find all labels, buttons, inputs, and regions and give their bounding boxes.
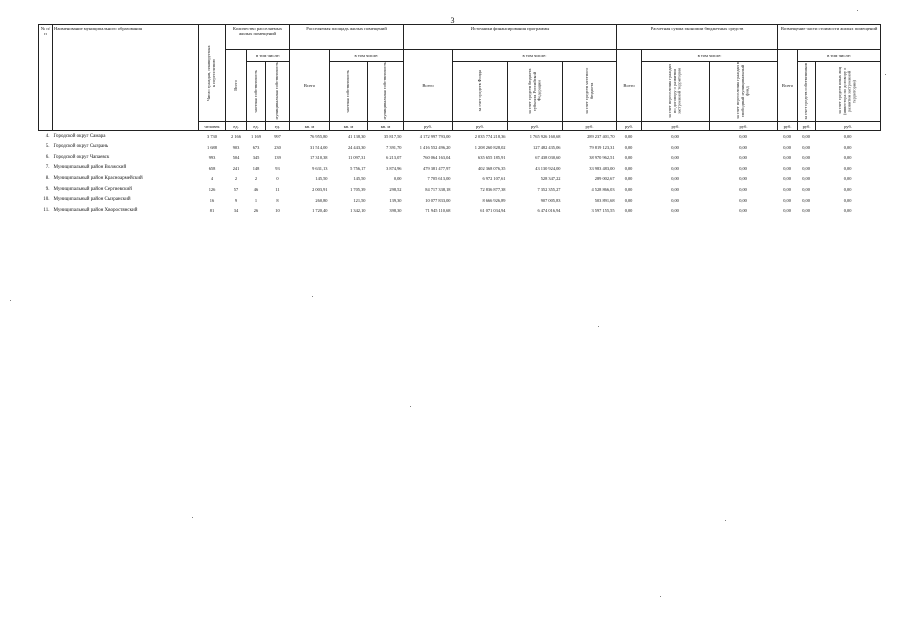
municipality-name: Муниципальный район Сергиевский [53,186,132,192]
value-cell: 31 514,00 [309,144,328,150]
value-cell: 528 347,22 [540,176,561,182]
value-cell: 33 983 483,00 [589,165,615,171]
area-private-header: частная собственность [330,62,368,122]
value-cell: 4 [210,176,214,182]
value-cell: 76 955,80 [290,131,330,142]
value-cell: 0,00 [739,144,747,150]
value-cell: 7 352 355,27 [537,187,561,193]
value-cell: 0,00 [624,144,633,150]
value-cell: 26 [253,208,259,214]
value-cell: 0,00 [802,208,810,214]
value-cell: 3 874,96 [386,165,402,171]
value-cell: 241 [232,165,240,171]
sources-incl-header: в том числе: [453,50,617,62]
row-number: 4. [39,131,53,142]
value-cell: 72 836 877,38 [480,187,506,193]
economy-free-fund-header: за счет переселения граждан в свободный муниципальный фонд [710,62,778,122]
scan-speck [660,596,661,597]
unit-cell: руб. [508,122,563,131]
value-cell: 8 666 926,89 [482,197,506,203]
value-cell: 0,00 [671,187,679,193]
value-cell: 0,00 [783,187,791,193]
refund-incl-header: в том числе: [798,50,881,62]
value-cell: 0,00 [617,131,642,142]
refund-group-header: Возмещение части стоимости жилых помещений [778,25,881,50]
table-row [39,152,881,163]
rooms-incl-header: в том числе: [247,50,290,62]
value-cell: 0,00 [802,155,810,161]
value-cell: 0,00 [739,197,747,203]
sources-subject-header: за счет средств бюджета субъекта Российской Федерации [508,62,563,122]
value-cell: 289 237 401,70 [563,131,617,142]
value-cell: 4 528 866,03 [591,187,615,193]
unit-cell: руб. [642,122,710,131]
table-row [39,142,881,153]
rooms-total-header: Всего [226,50,247,122]
value-cell: 6 213,07 [386,155,402,161]
value-cell: 4 172 997 793,00 [404,131,453,142]
value-cell: 41 138,30 [330,131,368,142]
value-cell: 0,00 [642,131,710,142]
economy-incl-header: в том числе: [642,50,778,62]
value-cell: 0,00 [624,176,633,182]
value-cell: 0,00 [802,197,810,203]
value-cell: 35 817,50 [368,131,404,142]
area-group-header: Расселяемая площадь жилых помещений [290,25,404,50]
scan-speck [885,74,886,75]
table-row [39,174,881,185]
scan-speck [10,300,11,301]
value-cell: 0,00 [739,155,747,161]
value-cell: 6 972 107,61 [482,176,506,182]
value-cell: 0,00 [802,165,810,171]
value-cell: 9 631,13 [312,165,328,171]
value-cell: 0,00 [671,197,679,203]
sources-local-header: за счет средств местного бюджета [563,62,617,122]
value-cell: 145,50 [353,176,366,182]
scan-speck [598,326,599,327]
value-cell: 0,00 [671,208,679,214]
economy-group-header: Расчетная сумма экономии бюджетных средств [617,25,778,50]
unit-cell: кв. м [290,122,330,131]
value-cell: 1 342,10 [350,208,366,214]
value-cell: 121,50 [353,197,366,203]
value-cell: 6 474 016,94 [537,208,561,214]
value-cell: 0,00 [624,208,633,214]
value-cell: 1 416 552 496,20 [419,144,451,150]
rooms-private-header: частная собственность [247,62,266,122]
value-cell: 0,00 [802,187,810,193]
value-cell: 0 [276,176,279,182]
municipality-name: Городской округ Чапаевск [53,154,110,160]
value-cell: 11 097,31 [348,155,366,161]
value-cell: 635 655 185,91 [478,155,506,161]
value-cell: 43 130 924,00 [535,165,561,171]
value-cell: 2 [234,176,238,182]
value-cell: 0,00 [710,131,778,142]
value-cell: 0,00 [739,165,747,171]
value-cell: 24 443,30 [347,144,366,150]
value-cell: 1 [254,197,258,203]
municipality-name: Муниципальный район Хворостянский [53,207,138,213]
value-cell: 1 169 [247,131,266,142]
value-cell: 1 705,39 [350,187,366,193]
value-cell: 84 717 338,18 [425,187,451,193]
area-municipal-header: муниципальная собственность [368,62,404,122]
value-cell: 1 688 [207,144,217,150]
value-cell: 0,00 [802,176,810,182]
value-cell: 93 [275,165,280,171]
value-cell: 0,00 [739,208,747,214]
value-cell: 145,50 [315,176,328,182]
value-cell: 0,00 [843,197,852,203]
value-cell: 907 005,83 [540,197,561,203]
area-total-header: Всего [290,50,330,122]
value-cell: 993 [208,155,216,161]
value-cell: 3 597 155,55 [591,208,615,214]
value-cell: 0,00 [739,187,747,193]
value-cell: 34 [233,208,239,214]
value-cell: 57 [233,187,239,193]
value-cell: 9 [234,197,238,203]
value-cell: 38 970 962,51 [589,155,615,161]
value-cell: 5 756,17 [350,165,366,171]
value-cell: 7 391,70 [386,144,402,150]
scan-speck [725,520,726,521]
row-number: 11. [43,207,50,213]
scan-speck [312,296,313,297]
sources-total-header: Всего [404,50,453,122]
value-cell: 0,00 [624,165,633,171]
value-cell: 345 [252,155,260,161]
value-cell: 2 [254,176,258,182]
value-cell: 1 720,40 [312,208,328,214]
value-cell: 2 003,91 [312,187,328,193]
value-cell: 398,30 [389,208,402,214]
scan-speck [857,10,858,11]
table-row [39,131,881,142]
unit-cell: руб. [710,122,778,131]
refund-owners-header: за счет средств собственников [798,62,816,122]
value-cell: 11 [275,187,280,193]
unit-cell: кв. м [330,122,368,131]
value-cell: 760 064 163,04 [423,155,451,161]
municipality-name: Муниципальный район Красноармейский [53,176,143,182]
unit-cell: руб. [404,122,453,131]
value-cell: 0,00 [783,144,791,150]
value-cell: 260,80 [315,197,328,203]
program-table-sheet [38,24,880,216]
row-number: 5. [45,144,50,150]
value-cell: 3 730 [199,131,226,142]
value-cell: 0,00 [816,131,881,142]
unit-cell: руб. [778,122,798,131]
unit-cell: руб. [453,122,508,131]
table-body [39,131,881,216]
value-cell: 81 [209,208,215,214]
value-cell: 0,00 [671,165,679,171]
value-cell: 997 [266,131,290,142]
rooms-group-header: Количество расселяемых жилых помещений [226,25,290,50]
col-number-header: № п/п [39,25,53,131]
value-cell: 1 208 260 828,02 [474,144,506,150]
value-cell: 79 819 123,31 [589,144,615,150]
value-cell: 0,00 [671,144,679,150]
value-cell: 298,52 [389,187,402,193]
value-cell: 673 [252,144,260,150]
scan-speck [410,406,411,407]
value-cell: 7 705 613,00 [427,176,451,182]
value-cell: 0,00 [843,165,852,171]
row-number: 7. [45,165,50,171]
row-number: 9. [45,186,50,192]
economy-development-header: за счет переселения граждан по договору о развитии застроенной территории [642,62,710,122]
sources-group-header: Источники финансирования программы [404,25,617,50]
value-cell: 46 [253,187,259,193]
value-cell: 903 [232,144,240,150]
value-cell: 127 482 435,06 [533,144,561,150]
value-cell: 61 071 034,94 [480,208,506,214]
resettlement-table [38,24,881,216]
value-cell: 148 [252,165,260,171]
value-cell: 0,00 [843,176,852,182]
value-cell: 0,00 [671,176,679,182]
value-cell: 0,00 [393,176,402,182]
unit-cell: руб. [798,122,816,131]
value-cell: 289 002,67 [594,176,615,182]
value-cell: 0,00 [671,155,679,161]
refund-total-header: Всего [778,50,798,122]
unit-cell: человек [199,122,226,131]
municipality-name: Муниципальный район Волжский [53,165,127,171]
value-cell: 10 [275,208,280,214]
table-row [39,195,881,206]
sources-fund-header: за счет средств Фонда [453,62,508,122]
municipality-name: Городской округ Самара [53,131,199,142]
value-cell: 0,00 [624,155,633,161]
value-cell: 139,30 [389,197,402,203]
value-cell: 0,00 [783,155,791,161]
value-cell: 0,00 [798,131,816,142]
value-cell: 0,00 [843,208,852,214]
unit-cell: руб. [816,122,881,131]
value-cell: 2 166 [226,131,247,142]
value-cell: 0,00 [783,176,791,182]
value-cell: 479 381 477,97 [423,165,451,171]
row-number: 8. [45,176,50,182]
table-row [39,163,881,174]
value-cell: 402 368 076,35 [478,165,506,171]
value-cell: 0,00 [843,144,852,150]
col-people-header: Число граждан, планируемых к переселению [199,25,226,122]
value-cell: 10 077 833,00 [425,197,451,203]
value-cell: 658 [208,165,216,171]
value-cell: 126 [208,187,216,193]
refund-investor-header: за счет средств иных лиц (инвестора по договору о развитии застроенной территории) [816,62,881,122]
scan-speck [192,517,193,518]
value-cell: 2 035 774 218,36 [453,131,508,142]
table-row [39,184,881,195]
value-cell: 503 891,68 [594,197,615,203]
unit-cell: ед. [226,122,247,131]
row-number: 6. [45,154,50,160]
value-cell: 504 [232,155,240,161]
value-cell: 0,00 [843,155,852,161]
value-cell: 0,00 [778,131,798,142]
value-cell: 0,00 [783,165,791,171]
value-cell: 8 [276,197,279,203]
row-number: 10. [43,197,50,203]
value-cell: 230 [274,144,281,150]
unit-cell: кв. м [368,122,404,131]
municipality-name: Городской округ Сызрань [53,144,109,150]
value-cell: 0,00 [624,187,633,193]
economy-total-header: Всего [617,50,642,122]
rooms-municipal-header: муниципальная собственность [266,62,290,122]
value-cell: 0,00 [802,144,810,150]
unit-cell: руб. [563,122,617,131]
value-cell: 0,00 [624,197,633,203]
unit-cell: руб. [617,122,642,131]
area-incl-header: в том числе: [330,50,404,62]
unit-cell: ед. [247,122,266,131]
value-cell: 0,00 [783,208,791,214]
value-cell: 17 310,38 [309,155,328,161]
value-cell: 139 [274,155,281,161]
page-number: 3 [450,16,455,25]
unit-cell: ед. [266,122,290,131]
municipality-name: Муниципальный район Сызранский [53,197,131,203]
value-cell: 0,00 [739,176,747,182]
value-cell: 0,00 [783,197,791,203]
col-name-header: Наименование муниципального образования [53,25,199,131]
value-cell: 16 [209,197,215,203]
value-cell: 71 945 110,68 [425,208,451,214]
value-cell: 67 438 030,60 [535,155,561,161]
table-row [39,205,881,216]
value-cell: 0,00 [843,187,852,193]
value-cell: 1 765 926 160,68 [508,131,563,142]
